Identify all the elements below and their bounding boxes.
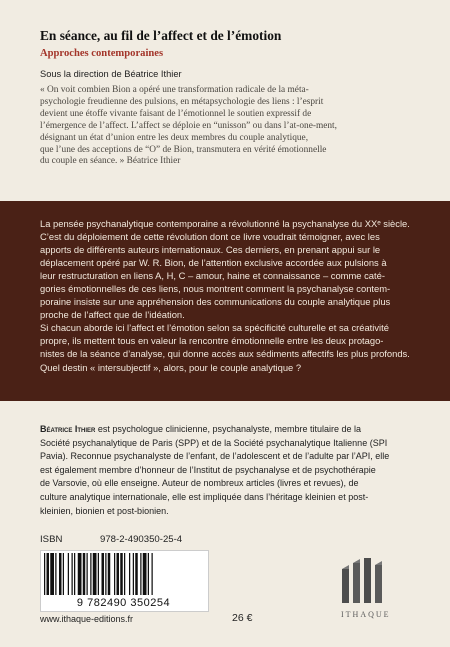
summary-line: La pensée psychanalytique contemporaine a révolutionné la psychanalyse du XXᵉ siècle. [40, 218, 410, 229]
quote-line: psychologie freudienne des pulsions, en métapsychologie des liens : l’esprit [40, 96, 324, 107]
quote-line: du couple en séance. » Béatrice Ithier [40, 156, 181, 167]
quote-line: que l’une des acceptions de “O” de Bion, transmutera en vérité émotionnelle [40, 144, 327, 155]
barcode-digits: 9 782490 350254 [76, 597, 171, 609]
summary-line: proche de l’affect que de l’idéation. [40, 309, 185, 321]
price: 26 € [232, 612, 253, 624]
quote-line: « On voit combien Bion a opéré une transformation radicale de la méta- [40, 85, 309, 95]
summary-text [40, 217, 415, 374]
summary-line: C’est du déploiement de cette révolution dont ce livre voudrait témoigner, avec les [40, 231, 380, 243]
summary-line: gories émotionnelles de ces liens, nous montrent comment la psychanalyse contem- [40, 283, 391, 295]
isbn-label: ISBN [40, 534, 63, 545]
summary-line: propre, ils mettent tous en valeur la rencontre émotionnelle entre les deux protago- [40, 335, 384, 347]
summary-line: poraine insiste sur une appréhension des communications du couple analytique plus [40, 296, 391, 308]
quote-line: l’émergence de l’affect. L’affect se déploie en “unisson” ou dans l’at-one-ment, [40, 120, 337, 131]
bio-line: Société psychanalytique de Paris (SPP) et de la Société psychanalytique Italienne (SPI [40, 437, 388, 448]
bio-line-text: est psychologue clinicienne, psychanalyste, membre titulaire de la [97, 424, 362, 434]
bio-line: de Varsovie, où elle enseigne. Auteur de nombreux articles (livres et revues), de [40, 478, 359, 489]
barcode [44, 553, 203, 597]
summary-line: leur restructuration en liens A, H, C – amour, haine et connaissance – comme caté- [40, 270, 385, 282]
epigraph-quote [40, 85, 412, 168]
bio-line: kleinien, bionien et post-bionien. [40, 505, 169, 516]
publisher-logo-icon [339, 555, 389, 605]
author-name: Béatrice Ithier [40, 424, 96, 434]
book-subtitle: Approches contemporaines [40, 48, 164, 59]
publisher-name: ITHAQUE [341, 610, 391, 619]
quote-line: désignant un état d’union entre les deux membres du couple analytique, [40, 132, 309, 143]
isbn-value: 978-2-490350-25-4 [100, 534, 183, 545]
summary-line: apports de différents auteurs internationaux. Ces derniers, en prenant appui sur le [40, 244, 381, 256]
summary-line: Quel destin « intersubjectif », alors, pour le couple analytique ? [40, 361, 302, 373]
bio-line: Pavia). Reconnue psychanalyste de l’enfant, de l’adolescent et de l’adulte par l’API, elle [40, 451, 390, 462]
quote-line: devient une étoffe vivante faisant de l’émotionnel le soutien expressif de [40, 108, 312, 119]
summary-line: Si chacun aborde ici l’affect et l’émotion selon sa spécificité culturelle et sa créativité [40, 322, 389, 334]
bio-line: est également membre d’honneur de l’Institut de psychanalyse et de psychothérapie [40, 464, 376, 475]
editor-line: Sous la direction de Béatrice Ithier [40, 69, 182, 79]
author-bio [40, 423, 412, 518]
bio-line [40, 423, 412, 437]
book-title: En séance, au fil de l’affect et de l’émotion [40, 28, 282, 43]
summary-line: nistes de la séance d’analyse, qui donne accès aux sédiments affectifs les plus profonds. [40, 348, 410, 360]
bio-line: culture analytique internationale, elle est impliquée dans l’héritage kleinien et post- [40, 491, 369, 502]
publisher-url: www.ithaque-editions.fr [40, 614, 134, 624]
summary-line: déplacement opéré par W. R. Bion, de l’attention exclusive accordée aux pulsions à [40, 257, 387, 269]
